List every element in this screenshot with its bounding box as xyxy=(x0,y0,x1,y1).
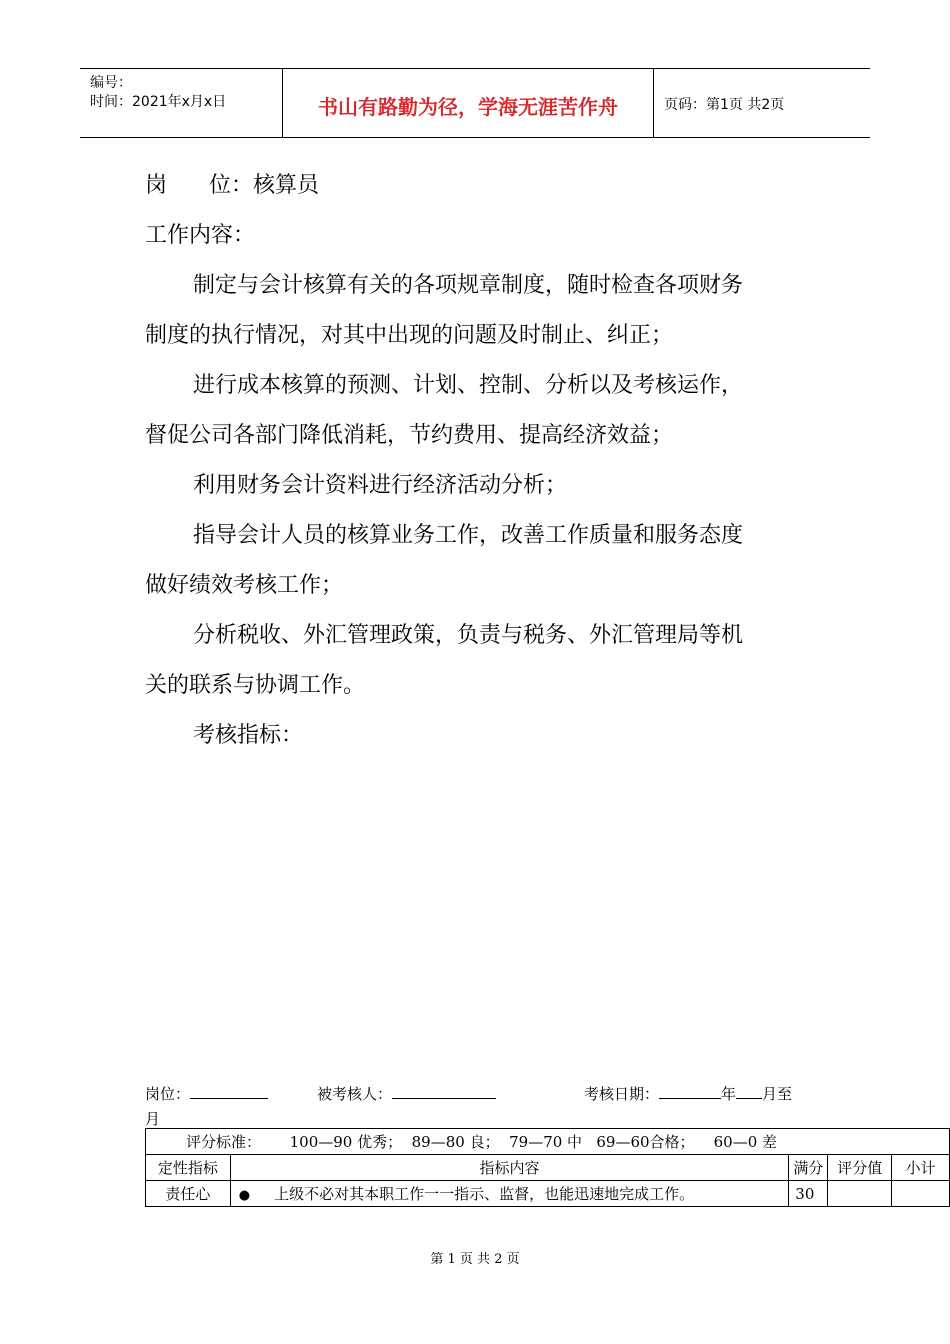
row-score[interactable] xyxy=(828,1181,892,1207)
header-meta xyxy=(80,69,283,137)
table-row xyxy=(146,1181,950,1207)
page-footer: 第 1 页 共 2 页 xyxy=(430,1252,520,1267)
form-date-field xyxy=(584,1083,792,1104)
paragraph-2-line-1: 进行成本核算的预测、计划、控制、分析以及考核运作， xyxy=(193,373,744,398)
page-number-label: 页码：第1页 共2页 xyxy=(664,97,785,113)
paragraph-1-line-1: 制定与会计核算有关的各项规章制度，随时检查各项财务 xyxy=(193,273,744,298)
post-value: 核算员 xyxy=(252,173,319,198)
paragraph-2-line-2: 督促公司各部门降低消耗，节约费用、提高经济效益； xyxy=(145,423,674,448)
form-month-label: 月 xyxy=(145,1110,161,1128)
row-indicator: 责任心 xyxy=(146,1181,231,1207)
paragraph-4-line-2: 做好绩效考核工作； xyxy=(145,573,344,598)
col-score: 评分值 xyxy=(828,1155,892,1181)
row-content: 上级不必对其本职工作一一指示、监督，也能迅速地完成工作。 xyxy=(274,1185,695,1203)
form-year-blank[interactable] xyxy=(659,1084,721,1099)
paragraph-3-line-1: 利用财务会计资料进行经济活动分析； xyxy=(193,473,568,498)
paragraph-1-line-2: 制度的执行情况，对其中出现的问题及时制止、纠正； xyxy=(145,323,674,348)
form-examinee-blank[interactable] xyxy=(392,1084,496,1099)
paragraph-5-line-1: 分析税收、外汇管理政策，负责与税务、外汇管理局等机 xyxy=(193,623,744,648)
form-post-blank[interactable] xyxy=(190,1084,268,1099)
number-label: 编号： xyxy=(90,75,132,91)
header-motto-cell xyxy=(283,69,654,137)
col-content: 指标内容 xyxy=(230,1155,789,1181)
col-full-score: 满分 xyxy=(789,1155,828,1181)
document-header xyxy=(80,68,870,138)
post-label: 岗 位： xyxy=(145,173,253,198)
form-date-label: 考核日期： xyxy=(584,1085,660,1103)
form-month-blank[interactable] xyxy=(736,1084,762,1099)
paragraph-4-line-1: 指导会计人员的核算业务工作，改善工作质量和服务态度 xyxy=(193,523,744,548)
form-month-to-label: 月至 xyxy=(762,1085,793,1103)
row-subtotal[interactable] xyxy=(892,1181,950,1207)
scoring-standard: 评分标准： 100—90 优秀； 89—80 良； 79—70 中 69—60合格； 60—0 差 xyxy=(146,1129,950,1155)
form-post-field xyxy=(145,1083,268,1104)
form-year-label: 年 xyxy=(721,1085,737,1103)
col-qualitative: 定性指标 xyxy=(146,1155,231,1181)
work-content-label: 工作内容： xyxy=(145,223,256,248)
indicator-label: 考核指标： xyxy=(193,723,304,748)
table-header-row xyxy=(146,1155,950,1181)
motto-text: 书山有路勤为径，学海无涯苦作舟 xyxy=(318,95,618,119)
form-post-label: 岗位： xyxy=(145,1085,191,1103)
form-examinee-label: 被考核人： xyxy=(317,1085,393,1103)
assessment-table xyxy=(145,1128,950,1207)
row-full-score: 30 xyxy=(789,1181,828,1207)
time-label: 时间：2021年x月x日 xyxy=(90,94,227,110)
row-content-cell xyxy=(230,1181,789,1207)
form-examinee-field xyxy=(317,1083,496,1104)
post-line xyxy=(145,168,319,199)
col-subtotal: 小计 xyxy=(892,1155,950,1181)
paragraph-5-line-2: 关的联系与协调工作。 xyxy=(145,673,366,698)
bullet-icon: ● xyxy=(238,1188,251,1203)
